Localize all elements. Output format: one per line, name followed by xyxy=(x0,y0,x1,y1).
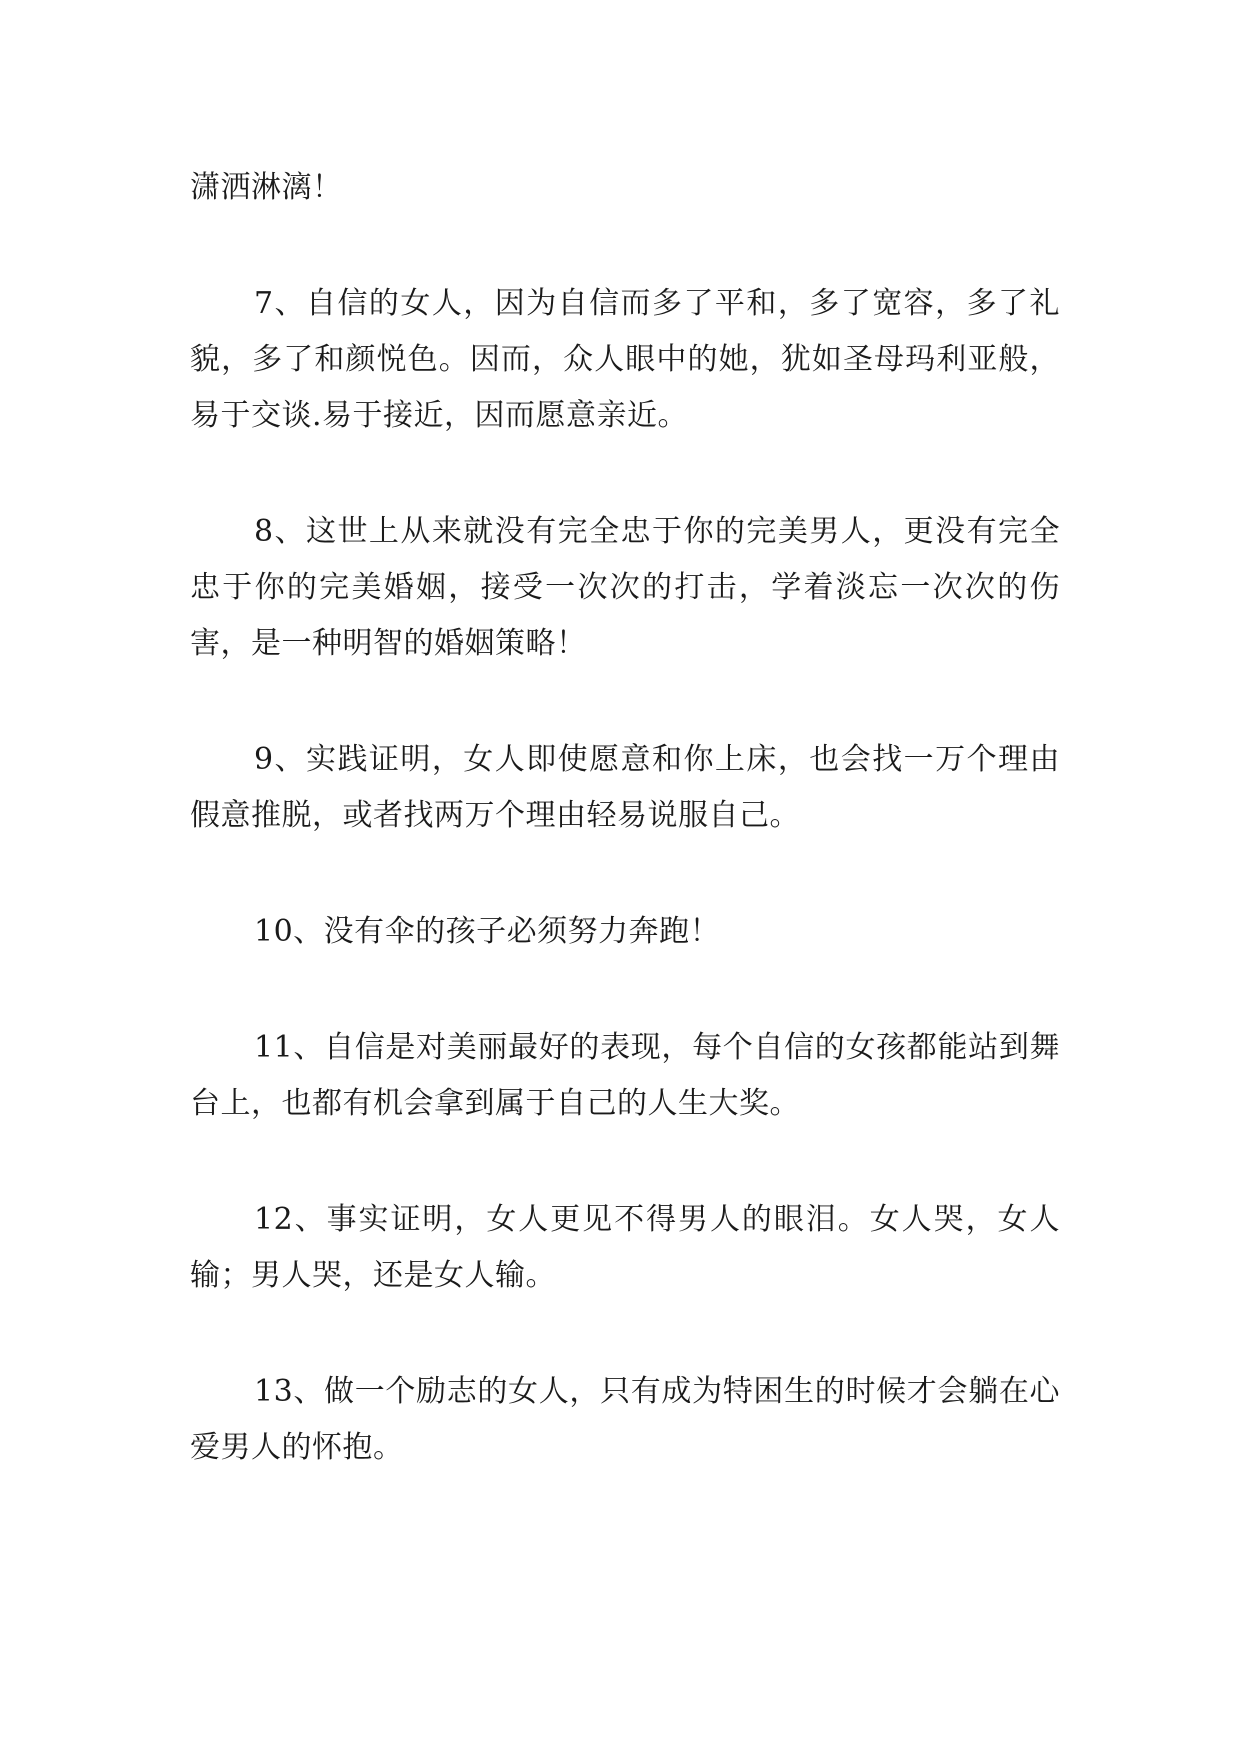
paragraph-item-7: 7、自信的女人，因为自信而多了平和，多了宽容，多了礼貌，多了和颜悦色。因而，众人眼中的她，犹如圣母玛利亚般，易于交谈.易于接近，因而愿意亲近。 xyxy=(190,286,1060,433)
paragraph-item-8: 8、这世上从来就没有完全忠于你的完美男人，更没有完全忠于你的完美婚姻，接受一次次的打击，学着淡忘一次次的伤害，是一种明智的婚姻策略！ xyxy=(190,514,1060,661)
paragraph-continuation: 潇洒淋漓！ xyxy=(190,170,343,205)
paragraph-item-10: 10、没有伞的孩子必须努力奔跑！ xyxy=(254,914,721,949)
paragraph-item-11: 11、自信是对美丽最好的表现，每个自信的女孩都能站到舞台上，也都有机会拿到属于自己的人生大奖。 xyxy=(190,1030,1060,1121)
paragraph-item-9: 9、实践证明，女人即使愿意和你上床，也会找一万个理由假意推脱，或者找两万个理由轻易说服自己。 xyxy=(190,742,1060,833)
document-body xyxy=(190,160,1060,1536)
paragraph-item-12: 12、事实证明，女人更见不得男人的眼泪。女人哭，女人输；男人哭，还是女人输。 xyxy=(190,1202,1060,1293)
paragraph-item-13: 13、做一个励志的女人，只有成为特困生的时候才会躺在心爱男人的怀抱。 xyxy=(190,1374,1060,1465)
